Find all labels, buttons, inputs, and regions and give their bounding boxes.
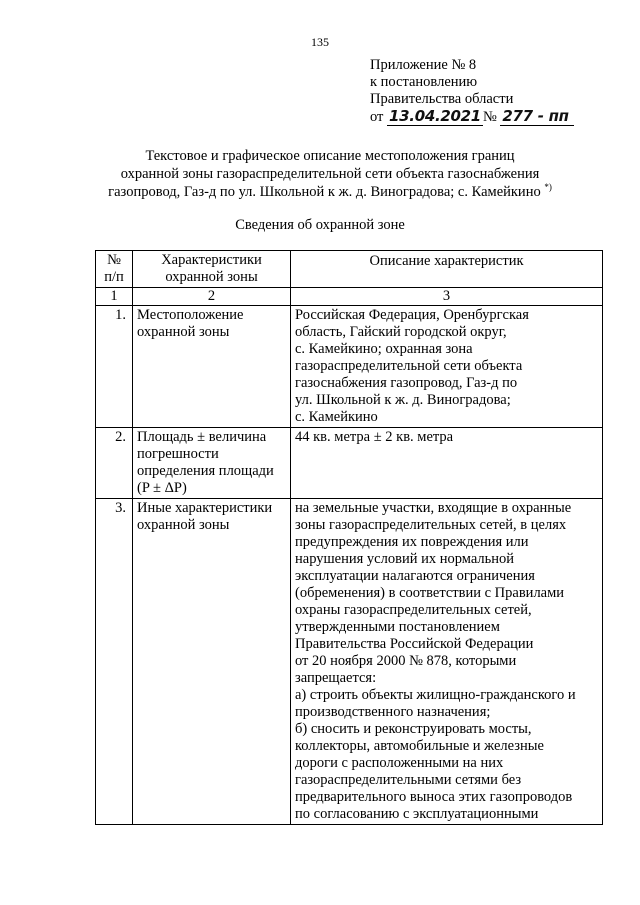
header-col-description: Описание характеристик (291, 251, 603, 288)
appendix-line-2: к постановлению (370, 74, 478, 90)
section-subtitle: Сведения об охранной зоне (235, 217, 405, 233)
cell-line: газоснабжения газопровод, Газ-д по (295, 375, 518, 391)
header-characteristics-line-2: охранной зоны (165, 269, 258, 285)
cell-line: (P ± ΔP) (137, 480, 187, 496)
row-number: 3. (96, 499, 133, 825)
cell-line: от 20 ноября 2000 № 878, которыми (295, 653, 517, 669)
table-header-row (96, 251, 603, 288)
handwritten-date: 13.04.2021 (389, 107, 481, 125)
protection-zone-table (95, 250, 603, 825)
cell-line: предупреждения их повреждения или (295, 534, 529, 550)
handwritten-number: 277 - пп (500, 108, 574, 126)
header-number-line-1: № (107, 252, 121, 268)
numbering-cell-2: 2 (133, 288, 291, 306)
title-line-3-text: газопровод, Газ-д по ул. Школьной к ж. д. Виноградова; с. Камейкино (108, 184, 541, 200)
cell-line: охраны газораспределительных сетей, (295, 602, 532, 618)
row-description (291, 428, 603, 499)
header-number-line-2: п/п (104, 269, 124, 285)
title-line-1: Текстовое и графическое описание местоположения границ (145, 148, 515, 164)
cell-line: 44 кв. метра ± 2 кв. метра (295, 429, 454, 445)
title-line-2: охранной зоны газораспределительной сети объекта газоснабжения (120, 166, 540, 182)
title-line-3 (60, 183, 600, 201)
cell-line: зоны газораспределительных сетей, в целях (295, 517, 567, 533)
footnote-mark: *) (544, 182, 552, 193)
cell-line: Российская Федерация, Оренбургская (295, 307, 529, 323)
table-row (96, 306, 603, 428)
cell-line: газораспределительной сети объекта (295, 358, 523, 374)
cell-line: производственного назначения; (295, 704, 491, 720)
page-number: 135 (311, 35, 329, 49)
header-col-number (96, 251, 133, 288)
cell-line: определения площади (137, 463, 274, 479)
cell-line: охранной зоны (137, 324, 230, 340)
cell-line: область, Гайский городской округ, (295, 324, 507, 340)
cell-line: Местоположение (137, 307, 244, 323)
row-name (133, 499, 291, 825)
cell-line: ул. Школьной к ж. д. Виноградова; (295, 392, 511, 408)
cell-line: эксплуатации налагаются ограничения (295, 568, 535, 584)
row-number: 1. (96, 306, 133, 428)
cell-line: дороги с расположенными на них (295, 755, 504, 771)
appendix-block (370, 57, 574, 126)
row-description (291, 306, 603, 428)
cell-line: Правительства Российской Федерации (295, 636, 534, 652)
cell-line: по согласованию с эксплуатационными (295, 806, 539, 822)
from-label: от (370, 109, 384, 125)
cell-line: с. Камейкино; охранная зона (295, 341, 473, 357)
document-title (60, 147, 600, 201)
numbering-cell-1: 1 (96, 288, 133, 306)
header-col-characteristics (133, 251, 291, 288)
cell-line: нарушения условий их нормальной (295, 551, 515, 567)
cell-line: охранной зоны (137, 517, 230, 533)
cell-line: на земельные участки, входящие в охранные (295, 500, 572, 516)
cell-line: с. Камейкино (295, 409, 378, 425)
table-row (96, 499, 603, 825)
cell-line: Иные характеристики (137, 500, 273, 516)
cell-line: б) сносить и реконструировать мосты, (295, 721, 532, 737)
cell-line: погрешности (137, 446, 219, 462)
header-characteristics-line-1: Характеристики (161, 252, 262, 268)
cell-line: коллекторы, автомобильные и железные (295, 738, 544, 754)
appendix-line-3: Правительства области (370, 91, 514, 107)
number-label: № (482, 109, 497, 125)
appendix-line-1: Приложение № 8 (370, 57, 477, 73)
cell-line: (обременения) в соответствии с Правилами (295, 585, 565, 601)
table-row (96, 428, 603, 499)
cell-line: Площадь ± величина (137, 429, 267, 445)
table-numbering-row (96, 288, 603, 306)
row-name (133, 306, 291, 428)
numbering-cell-3: 3 (291, 288, 603, 306)
cell-line: а) строить объекты жилищно-гражданского и (295, 687, 576, 703)
appendix-line-4 (370, 108, 574, 126)
cell-line: предварительного выноса этих газопроводов (295, 789, 573, 805)
row-name (133, 428, 291, 499)
row-description (291, 499, 603, 825)
row-number: 2. (96, 428, 133, 499)
cell-line: запрещается: (295, 670, 377, 686)
cell-line: утвержденными постановлением (295, 619, 500, 635)
cell-line: газораспределительными сетями без (295, 772, 522, 788)
